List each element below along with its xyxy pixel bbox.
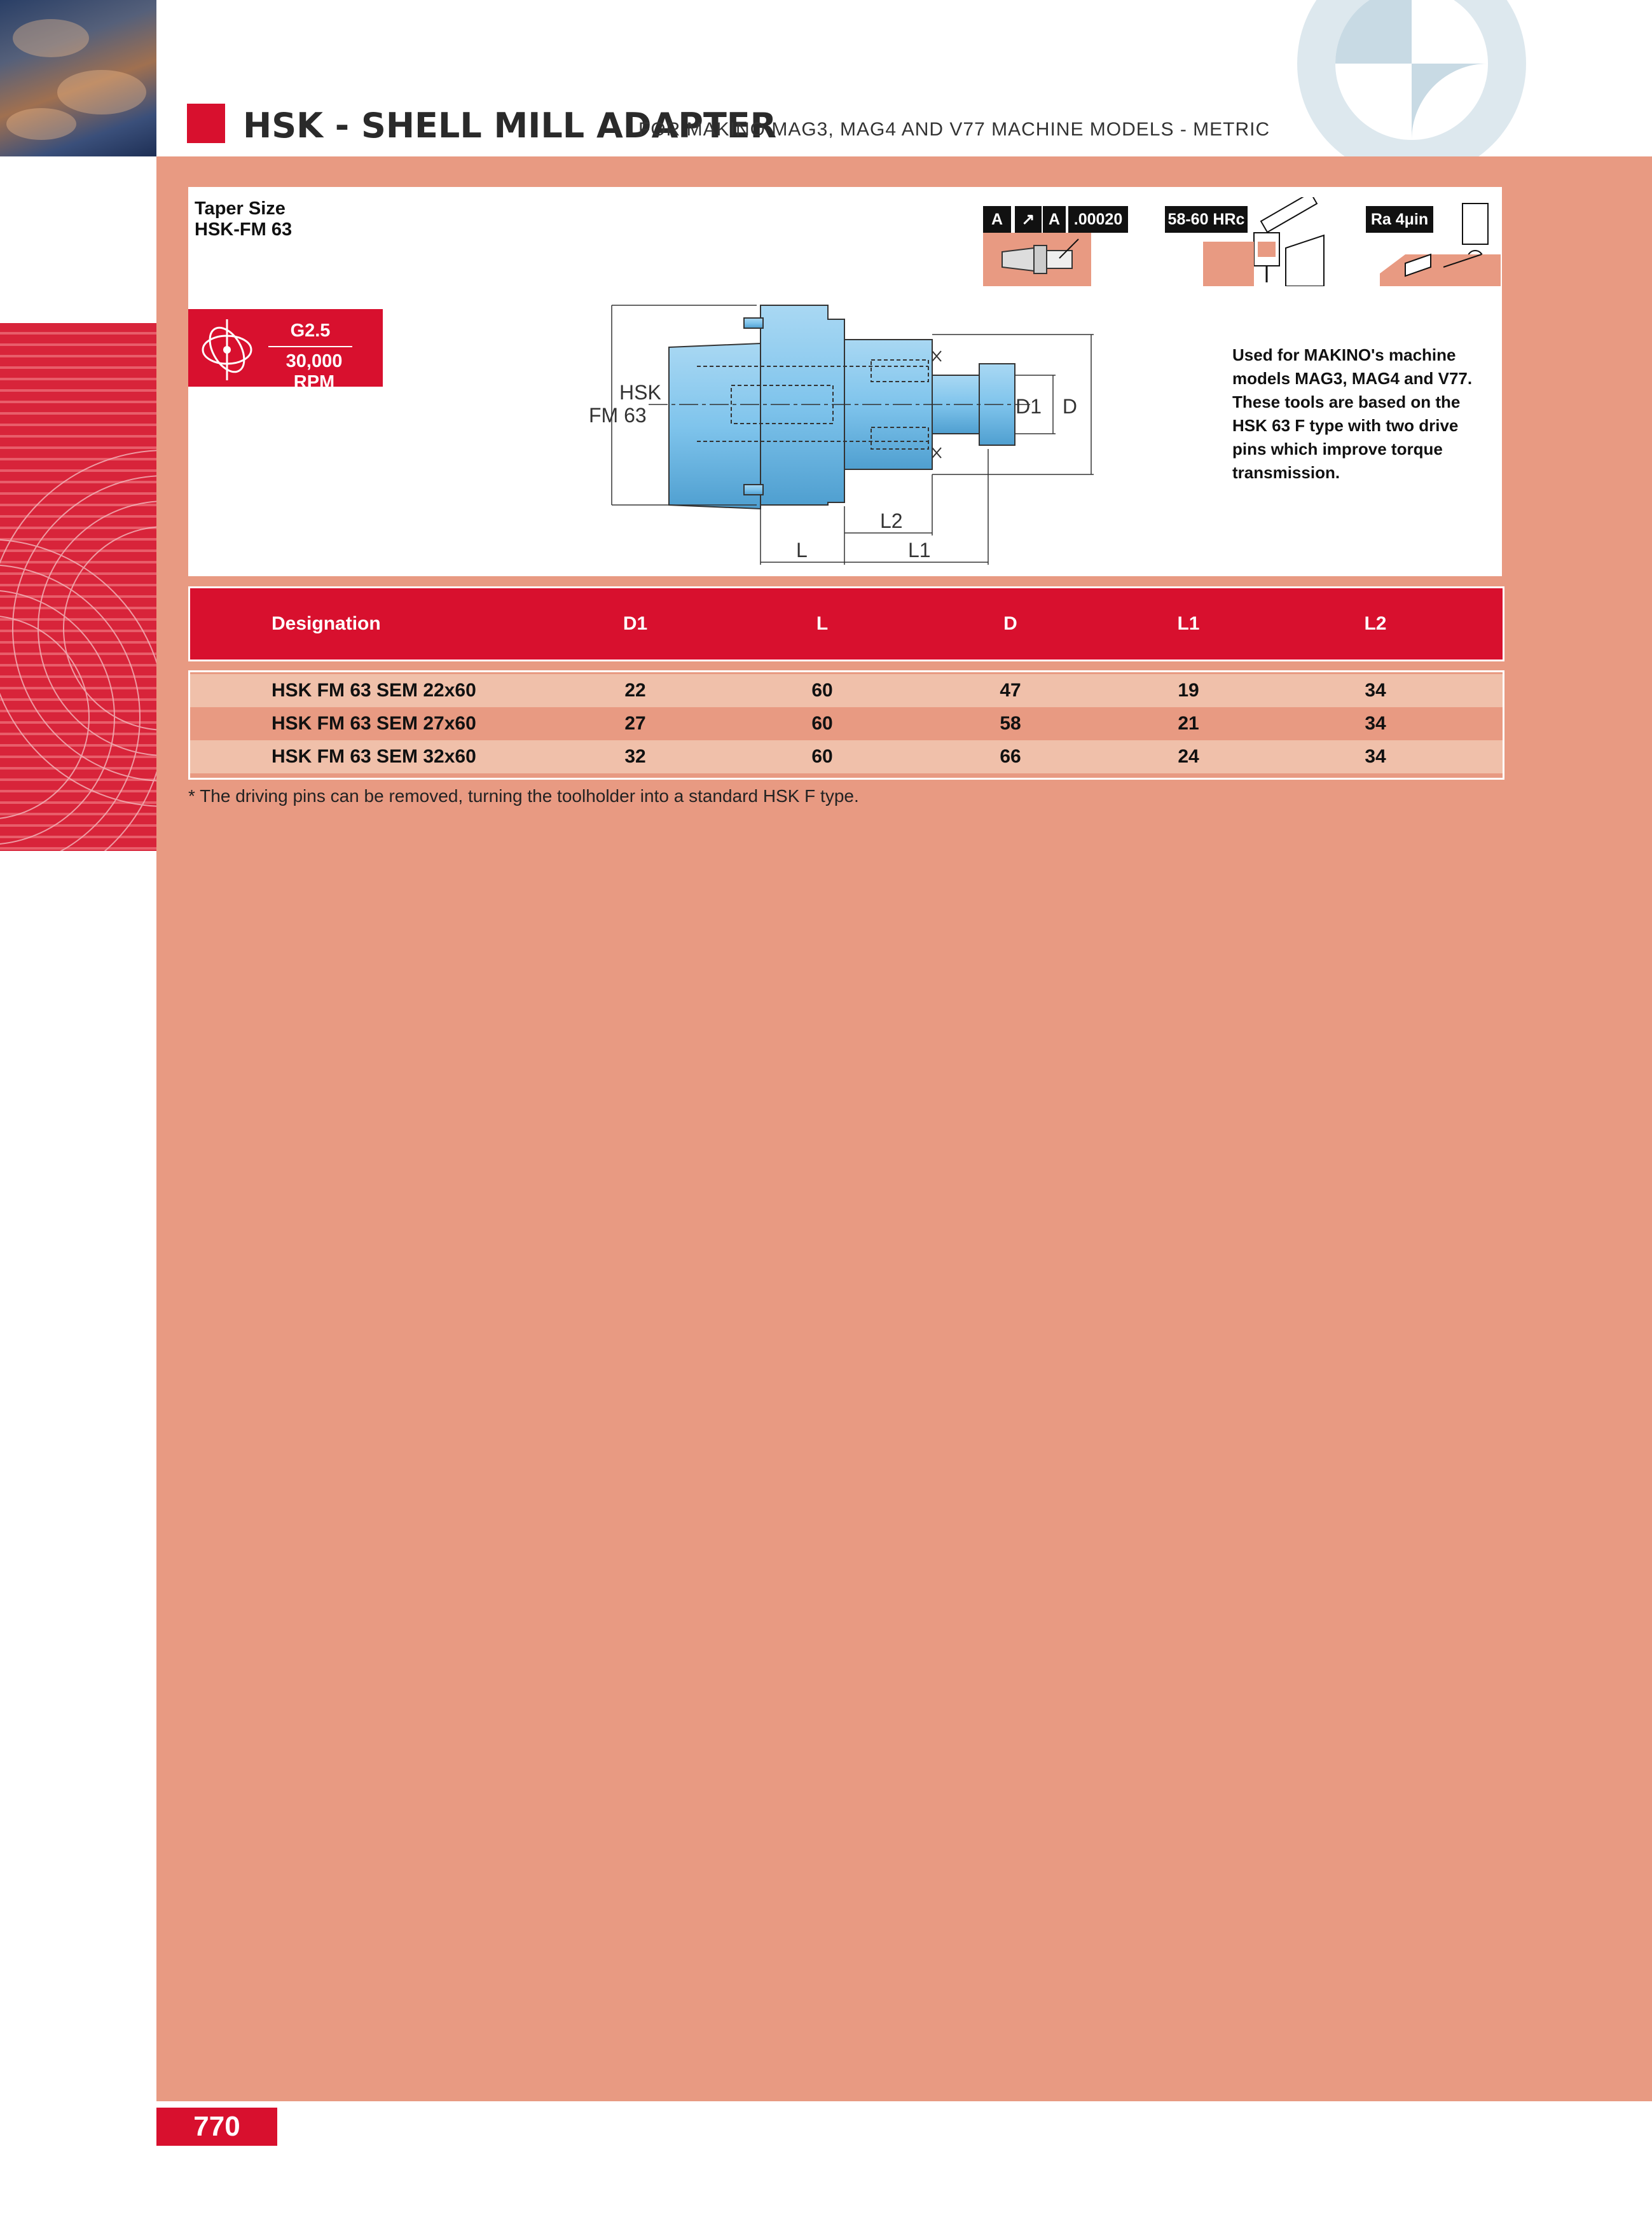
cell-d: 58 <box>1000 713 1021 734</box>
page-title: HSK - SHELL MILL ADAPTER <box>243 106 777 146</box>
runout-holder-icon <box>983 233 1091 286</box>
runout-value: .00020 <box>1068 206 1128 233</box>
finish-tag: Ra 4μin <box>1366 206 1433 233</box>
cell-l2: 34 <box>1365 713 1386 734</box>
table-row <box>190 740 1503 773</box>
header-photo <box>0 0 156 156</box>
cell-l: 60 <box>811 680 833 701</box>
runout-datum-a: A <box>983 206 1011 233</box>
header-d: D <box>1003 613 1017 634</box>
product-description: Used for MAKINO's machine models MAG3, MAG4 and V77. These tools are based on the HSK 63 F type with two drive pins which improve torque transmission. <box>1232 345 1473 482</box>
runout-datum-a2: A <box>1043 206 1066 233</box>
dim-d1-label: D1 <box>1015 395 1042 418</box>
cell-d: 47 <box>1000 680 1021 701</box>
dim-l2-label: L2 <box>880 509 903 532</box>
cell-designation: HSK FM 63 SEM 32x60 <box>272 746 476 767</box>
cell-designation: HSK FM 63 SEM 22x60 <box>272 680 476 701</box>
title-marker <box>187 104 225 143</box>
dim-l-label: L <box>796 539 808 562</box>
spec-table-header <box>188 586 1504 661</box>
cell-l: 60 <box>811 746 833 767</box>
cell-d1: 27 <box>624 713 646 734</box>
taper-size-value: HSK-FM 63 <box>195 219 293 240</box>
cell-l1: 19 <box>1178 680 1199 701</box>
taper-size-label: Taper Size <box>195 198 286 219</box>
cell-l2: 34 <box>1365 746 1386 767</box>
balance-gyro-icon <box>192 313 262 383</box>
dim-l1-label: L1 <box>908 539 931 562</box>
page-subtitle: FOR MAKINO MAG3, MAG4 AND V77 MACHINE MODELS - METRIC <box>638 119 1270 140</box>
taper-size <box>195 198 292 240</box>
dim-fm63-label: FM 63 <box>589 404 647 427</box>
cell-d: 66 <box>1000 746 1021 767</box>
table-row <box>190 707 1503 740</box>
dim-d-label: D <box>1062 395 1077 418</box>
hardness-tester-icon <box>1165 197 1328 286</box>
cell-d1: 32 <box>624 746 646 767</box>
adapter-flange <box>761 305 844 505</box>
header-l2: L2 <box>1364 613 1387 634</box>
footnote: * The driving pins can be removed, turning the toolholder into a standard HSK F type. <box>188 786 859 806</box>
balance-badge <box>188 309 383 392</box>
cell-designation: HSK FM 63 SEM 27x60 <box>272 713 476 734</box>
side-decoration <box>0 323 156 851</box>
drive-pin-bottom <box>744 485 763 495</box>
runout-arrow-icon: ↗ <box>1015 206 1042 233</box>
spec-table-body <box>188 670 1504 780</box>
cell-l2: 34 <box>1365 680 1386 701</box>
balance-rpm: 30,000 RPM <box>286 351 343 392</box>
header-l1: L1 <box>1177 613 1200 634</box>
balance-divider <box>268 346 352 347</box>
cell-l: 60 <box>811 713 833 734</box>
page-number: 770 <box>156 2108 277 2146</box>
cell-l1: 21 <box>1178 713 1199 734</box>
balance-grade: G2.5 <box>290 321 331 341</box>
header-designation: Designation <box>272 613 381 634</box>
hardness-tag: 58-60 HRc <box>1165 206 1248 233</box>
cell-d1: 22 <box>624 680 646 701</box>
header-d1: D1 <box>623 613 648 634</box>
cell-l1: 24 <box>1178 746 1199 767</box>
dim-hsk-label: HSK <box>619 381 661 404</box>
decorative-circle-graphic <box>1284 0 1590 156</box>
adapter-drawing <box>572 290 1119 570</box>
surface-finish-icon <box>1380 197 1501 286</box>
table-row <box>190 674 1503 707</box>
drive-pin-top <box>744 318 763 328</box>
header-l: L <box>816 613 829 634</box>
